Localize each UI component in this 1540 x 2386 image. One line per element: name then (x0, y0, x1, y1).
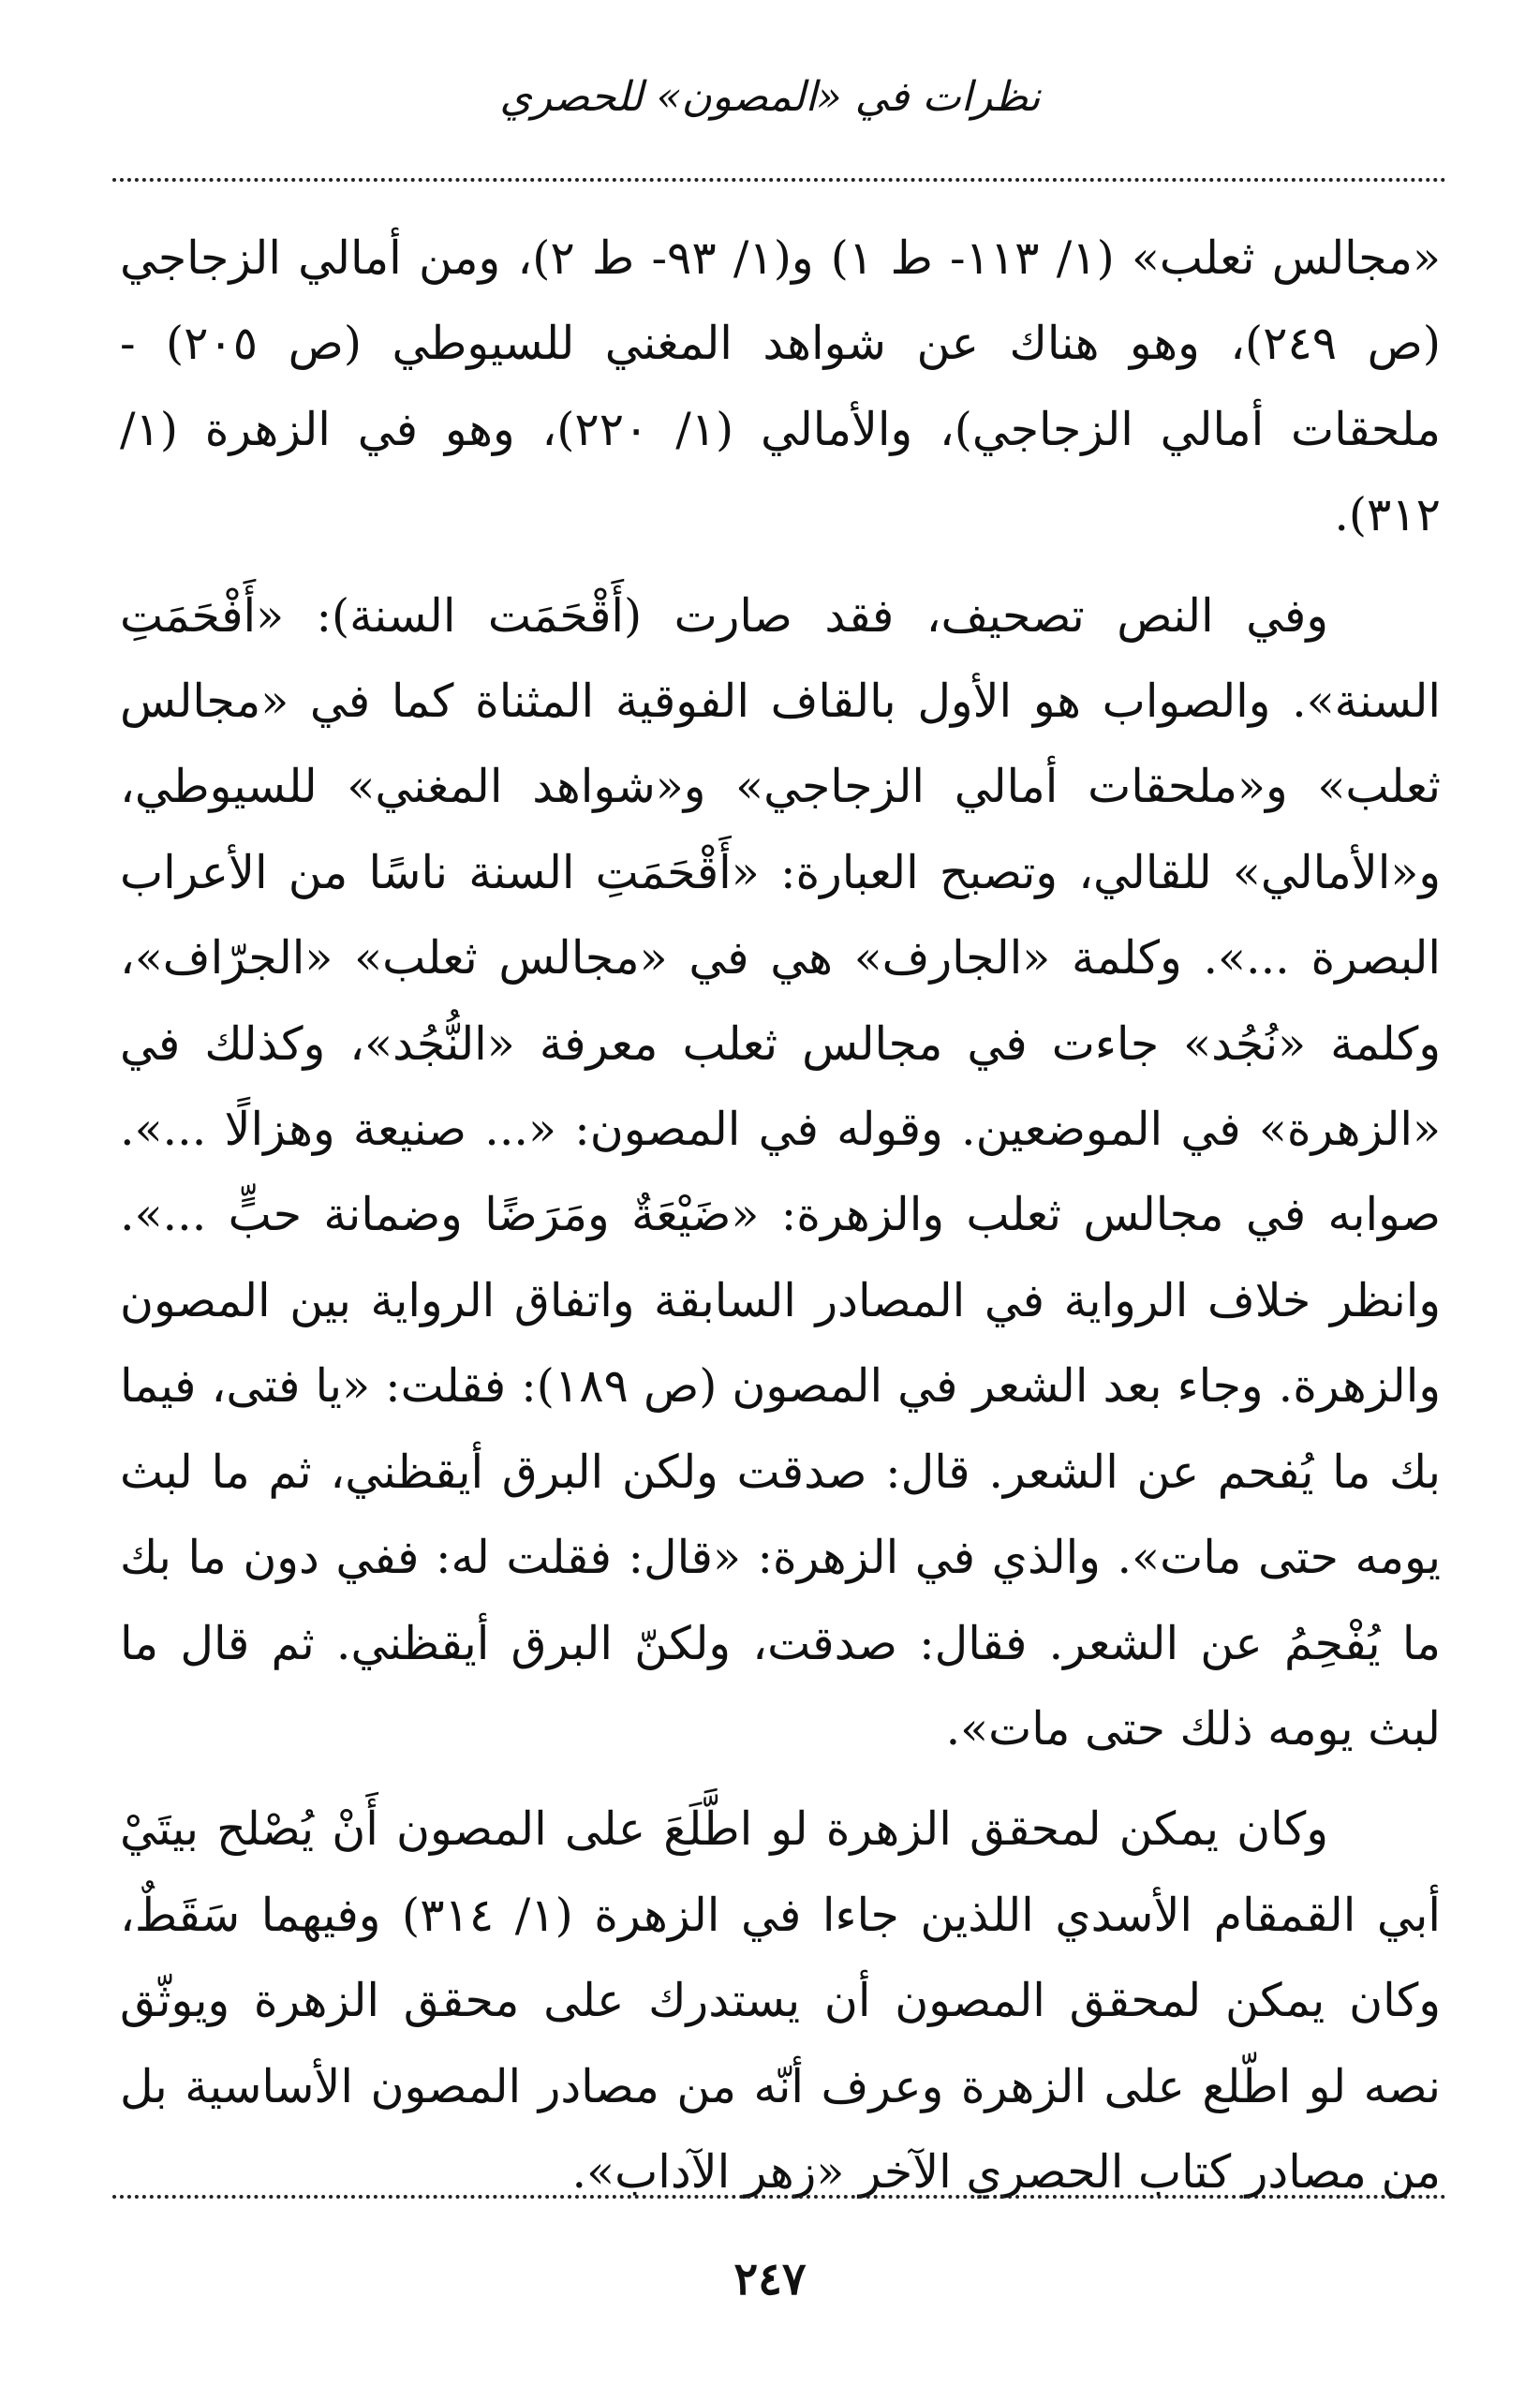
body-text (120, 215, 1441, 2215)
paragraph-2: وفي النص تصحيف، فقد صارت (أَقْحَمَت السنة): «أَفْحَمَتِ السنة». والصواب هو الأول بالقاف الفوقية المثناة كما في «مجالس ثعلب» و«ملحقات أمالي الزجاجي» و«شواهد المغني» للسيوطي، و«الأمالي» للقالي، وتصبح العبارة: «أَقْحَمَتِ السنة ناسًا من الأعراب البصرة ...». وكلمة «الجارف» هي في «مجالس ثعلب» «الجرّاف»، وكلمة «نُجُد» جاءت في مجالس ثعلب معرفة «النُّجُد»، وكذلك في «الزهرة» في الموضعين. وقوله في المصون: «... صنيعة وهزالًا ...». صوابه في مجالس ثعلب والزهرة: «ضَيْعَةٌ ومَرَضًا وضمانة حبٍّ ...». وانظر خلاف الرواية في المصادر السابقة واتفاق الرواية بين المصون والزهرة. وجاء بعد الشعر في المصون (ص ١٨٩): فقلت: «يا فتى، فيما بك ما يُفحم عن الشعر. قال: صدقت ولكن البرق أيقظني، ثم ما لبث يومه حتى مات». والذي في الزهرة: «قال: فقلت له: ففي دون ما بك ما يُفْحِمُ عن الشعر. فقال: صدقت، ولكنّ البرق أيقظني. ثم قال ما لبث يومه ذلك حتى مات». (120, 588, 1441, 1756)
page-number: ٢٤٧ (733, 2253, 807, 2305)
running-header: نظرات في «المصون» للحصري (499, 73, 1041, 121)
footer-divider (112, 2195, 1446, 2199)
paragraph-1: «مجالس ثعلب» (١/ ١١٣- ط ١) و(١/ ٩٣- ط ٢)، ومن أمالي الزجاجي (ص ٢٤٩)، وهو هناك عن شواهد المغني للسيوطي (ص ٢٠٥) - ملحقات أمالي الزجاجي)، والأمالي (١/ ٢٢٠)، وهو في الزهرة (١/ ٣١٢). (120, 231, 1441, 542)
header-divider (112, 178, 1446, 182)
paragraph-3: وكان يمكن لمحقق الزهرة لو اطَّلَعَ على المصون أَنْ يُصْلح بيتَيْ أبي القمقام الأسدي اللذين جاءا في الزهرة (١/ ٣١٤) وفيهما سَقَطٌ، وكان يمكن لمحقق المصون أن يستدرك على محقق الزهرة ويوثّق نصه لو اطّلع على الزهرة وعرف أنّه من مصادر المصون الأساسية بل من مصادر كتاب الحصري الآخر «زهر الآداب». (120, 1802, 1442, 2199)
